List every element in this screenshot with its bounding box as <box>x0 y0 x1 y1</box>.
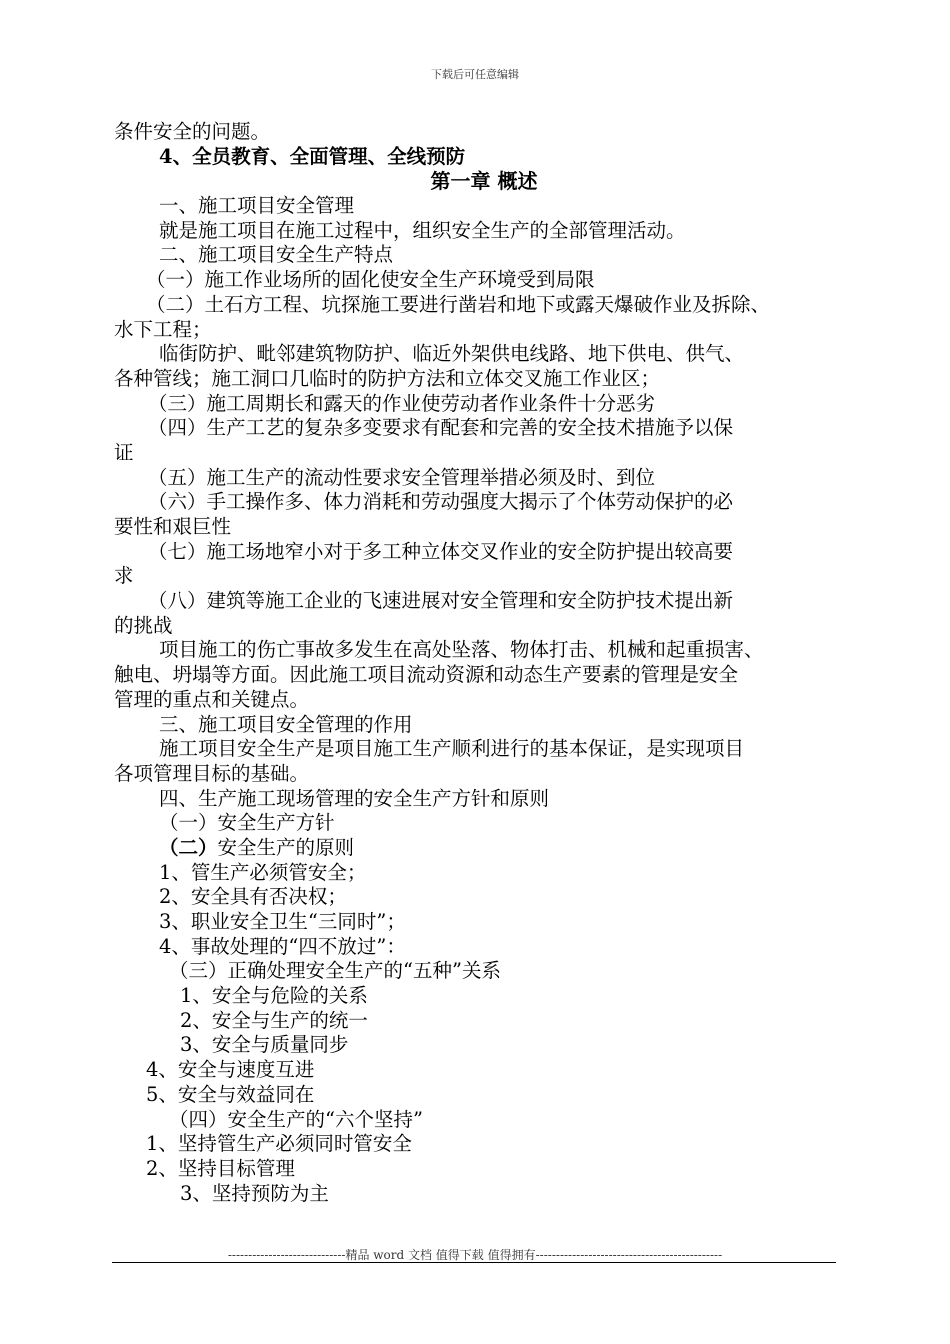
chapter-title: 第一章 概述 <box>430 169 538 194</box>
text-line: 证 <box>114 440 134 464</box>
text-line: 一、施工项目安全管理 <box>159 194 355 218</box>
text-line-bold-part: （二） <box>159 835 218 859</box>
text-line: 2、安全具有否决权； <box>159 885 347 909</box>
text-line: 要性和艰巨性 <box>114 515 232 538</box>
page-footer: -----------------------------精品 word 文档 值得下载 值得拥有---------------------------------------------- <box>227 1248 723 1262</box>
text-line-rest: 安全生产的原则 <box>217 835 355 859</box>
text-line: 4、全员教育、全面管理、全线预防 <box>159 144 466 168</box>
text-line: （四）生产工艺的复杂多变要求有配套和完善的安全技术措施予以保 <box>148 416 734 440</box>
text-line: 二、施工项目安全生产特点 <box>159 243 394 267</box>
text-line: （七）施工场地窄小对于多工种立体交叉作业的安全防护提出较高要 <box>148 539 734 563</box>
document-body <box>114 120 854 1206</box>
text-line: （六）手工操作多、体力消耗和劳动强度大揭示了个体劳动保护的必 <box>148 490 734 514</box>
text-line: 3、坚持预防为主 <box>180 1181 329 1205</box>
text-line: 1、安全与危险的关系 <box>180 984 368 1008</box>
text-line: （八）建筑等施工企业的飞速进展对安全管理和安全防护技术提出新 <box>148 589 734 613</box>
text-line: 2、坚持目标管理 <box>146 1156 295 1180</box>
text-line: 施工项目安全生产是项目施工生产顺利进行的基本保证，是实现项目 <box>159 737 745 761</box>
text-line: （四）安全生产的“六个坚持” <box>169 1107 423 1131</box>
text-line: （二）土石方工程、坑探施工要进行凿岩和地下或露天爆破作业及拆除、 <box>146 292 771 316</box>
text-line: 的挑战 <box>114 613 173 637</box>
text-line: 各种管线；施工洞口几临时的防护方法和立体交叉施工作业区； <box>114 366 661 390</box>
text-line: 四、生产施工现场管理的安全生产方针和原则 <box>159 786 550 810</box>
text-line: 三、施工项目安全管理的作用 <box>159 712 413 736</box>
text-line: 1、管生产必须管安全； <box>159 860 367 884</box>
text-line: 4、安全与速度互进 <box>146 1058 315 1082</box>
text-line: 临街防护、毗邻建筑物防护、临近外架供电线路、地下供电、供气、 <box>159 342 745 366</box>
text-line: 2、安全与生产的统一 <box>180 1008 368 1032</box>
text-line: 就是施工项目在施工过程中，组织安全生产的全部管理活动。 <box>159 218 686 242</box>
text-line: 1、坚持管生产必须同时管安全 <box>146 1132 412 1156</box>
text-line: 3、安全与质量同步 <box>180 1033 349 1057</box>
text-line: 水下工程； <box>114 317 212 341</box>
text-line: （一）安全生产方针 <box>159 811 335 835</box>
text-line: 求 <box>114 564 134 588</box>
text-line: 各项管理目标的基础。 <box>114 761 310 785</box>
text-line: 5、安全与效益同在 <box>146 1082 315 1106</box>
text-line: （五）施工生产的流动性要求安全管理举措必须及时、到位 <box>148 465 656 489</box>
footer-divider <box>112 1262 836 1263</box>
text-line <box>114 836 854 861</box>
text-line: 管理的重点和关键点。 <box>114 687 310 711</box>
text-line: 触电、坍塌等方面。因此施工项目流动资源和动态生产要素的管理是安全 <box>114 663 739 687</box>
page-header: 下载后可任意编辑 <box>431 68 519 81</box>
text-line: （三）正确处理安全生产的“五种”关系 <box>169 959 501 983</box>
text-line: 3、职业安全卫生“三同时”； <box>159 910 406 933</box>
text-line: （一）施工作业场所的固化使安全生产环境受到局限 <box>146 268 595 292</box>
text-line: 条件安全的问题。 <box>114 120 271 143</box>
text-line: （三）施工周期长和露天的作业使劳动者作业条件十分恶劣 <box>148 391 656 415</box>
text-line: 4、事故处理的“四不放过”： <box>159 934 406 958</box>
text-line: 项目施工的伤亡事故多发生在高处坠落、物体打击、机械和起重损害、 <box>159 638 764 662</box>
